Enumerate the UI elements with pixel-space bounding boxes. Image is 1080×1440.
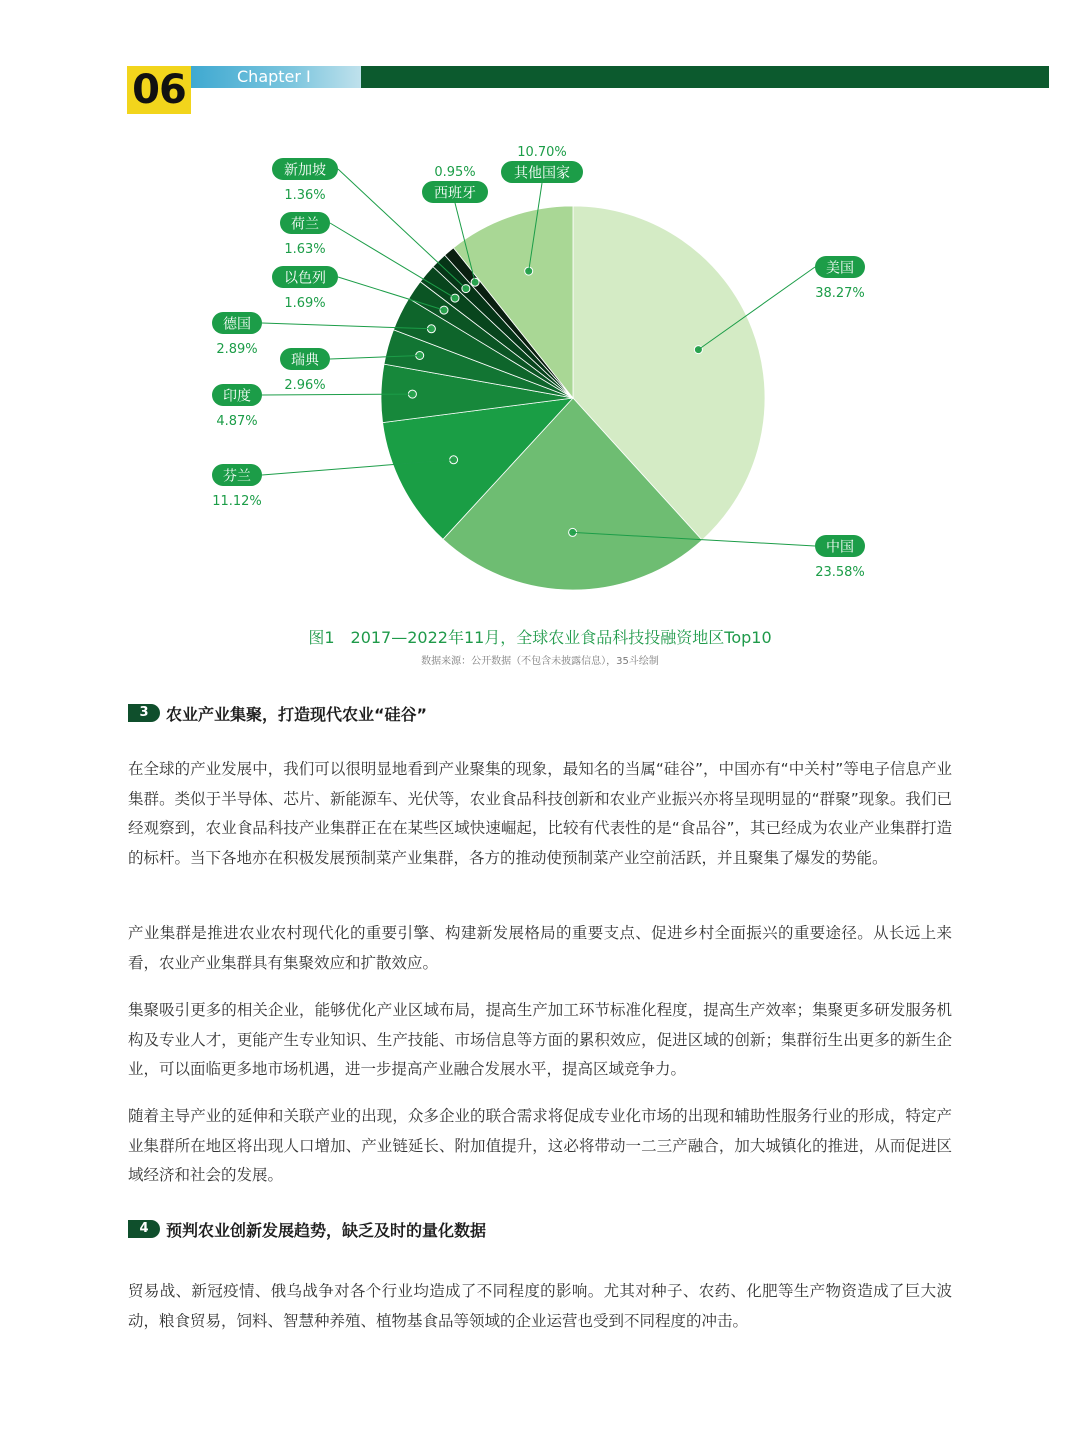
slice-marker-9 bbox=[471, 278, 479, 286]
slice-value-6: 1.69% bbox=[284, 296, 326, 311]
slice-label-9: 西班牙 bbox=[434, 185, 476, 202]
slice-label-4: 瑞典 bbox=[291, 352, 319, 369]
section-4-paragraph-1: 贸易战、新冠疫情、俄乌战争对各个行业均造成了不同程度的影响。尤其对种子、农药、化肥等生产物资造成了巨大波动，粮食贸易，饲料、智慧种养殖、植物基食品等领域的企业运营也受到不同程度的冲击。 bbox=[128, 1282, 952, 1330]
slice-value-7: 1.63% bbox=[284, 242, 326, 257]
slice-label-1: 中国 bbox=[826, 539, 854, 556]
section-3-paragraph-2: 产业集群是推进农业农村现代化的重要引擎、构建新发展格局的重要支点、促进乡村全面振兴的重要途径。从长远上来看，农业产业集群具有集聚效应和扩散效应。 bbox=[128, 924, 952, 972]
slice-label-2: 芬兰 bbox=[223, 468, 251, 485]
slice-value-10: 10.70% bbox=[517, 145, 567, 160]
section-4-title: 预判农业创新发展趋势，缺乏及时的量化数据 bbox=[166, 1220, 487, 1240]
slice-value-5: 2.89% bbox=[216, 342, 258, 357]
slice-value-8: 1.36% bbox=[284, 188, 326, 203]
slice-label-3: 印度 bbox=[223, 388, 251, 405]
figure-source: 数据来源：公开数据（不包含未披露信息），35斗绘制 bbox=[421, 656, 659, 667]
slice-value-3: 4.87% bbox=[216, 414, 258, 429]
section-4-number: 4 bbox=[128, 1220, 160, 1238]
section-3-heading bbox=[128, 703, 427, 723]
section-3-paragraph-1: 在全球的产业发展中，我们可以很明显地看到产业聚集的现象，最知名的当属“硅谷”，中国亦有“中关村”等电子信息产业集群。类似于半导体、芯片、新能源车、光伏等，农业食品科技创新和农业产业振兴亦将呈现明显的“群聚”现象。我们已经观察到，农业食品科技产业集群正在在某些区域快速崛起，比较有代表性的是“食品谷”，其已经成为农业产业集群打造的标杆。当下各地亦在积极发展预制菜产业集群，各方的推动使预制菜产业空前活跃，并且聚集了爆发的势能。 bbox=[128, 760, 952, 867]
section-3-paragraph-3: 集聚吸引更多的相关企业，能够优化产业区域布局，提高生产加工环节标准化程度，提高生产效率；集聚更多研发服务机构及专业人才，更能产生专业知识、生产技能、市场信息等方面的累积效应，促进区域的创新；集群衍生出更多的新生企业，可以面临更多地市场机遇，进一步提高产业融合发展水平，提高区域竞争力。 bbox=[128, 1001, 952, 1078]
slice-label-7: 荷兰 bbox=[291, 216, 319, 233]
section-3-paragraph-4: 随着主导产业的延伸和关联产业的出现，众多企业的联合需求将促成专业化市场的出现和辅助性服务行业的形成，特定产业集群所在地区将出现人口增加、产业链延长、附加值提升，这必将带动一二三产融合，加大城镇化的推进，从而促进区域经济和社会的发展。 bbox=[128, 1107, 952, 1184]
slice-value-9: 0.95% bbox=[434, 165, 476, 180]
slice-value-4: 2.96% bbox=[284, 378, 326, 393]
section-3-title: 农业产业集聚，打造现代农业“硅谷” bbox=[166, 704, 428, 724]
slice-value-0: 38.27% bbox=[815, 286, 865, 301]
section-4-heading bbox=[128, 1219, 486, 1239]
slice-label-6: 以色列 bbox=[284, 270, 326, 287]
page-header bbox=[0, 0, 1080, 120]
slice-label-10: 其他国家 bbox=[514, 165, 570, 182]
slice-label-8: 新加坡 bbox=[284, 162, 326, 179]
slice-value-2: 11.12% bbox=[212, 494, 262, 509]
slice-label-0: 美国 bbox=[826, 260, 854, 277]
chapter-label: Chapter I bbox=[191, 66, 361, 88]
slice-value-1: 23.58% bbox=[815, 565, 865, 580]
section-3-number: 3 bbox=[128, 704, 160, 722]
header-green-band bbox=[361, 66, 1049, 88]
pie-chart bbox=[0, 130, 1080, 620]
slice-label-5: 德国 bbox=[223, 316, 251, 333]
chapter-number: 06 bbox=[127, 66, 191, 114]
figure-caption: 图1 2017—2022年11月，全球农业食品科技投融资地区Top10 bbox=[308, 628, 772, 647]
